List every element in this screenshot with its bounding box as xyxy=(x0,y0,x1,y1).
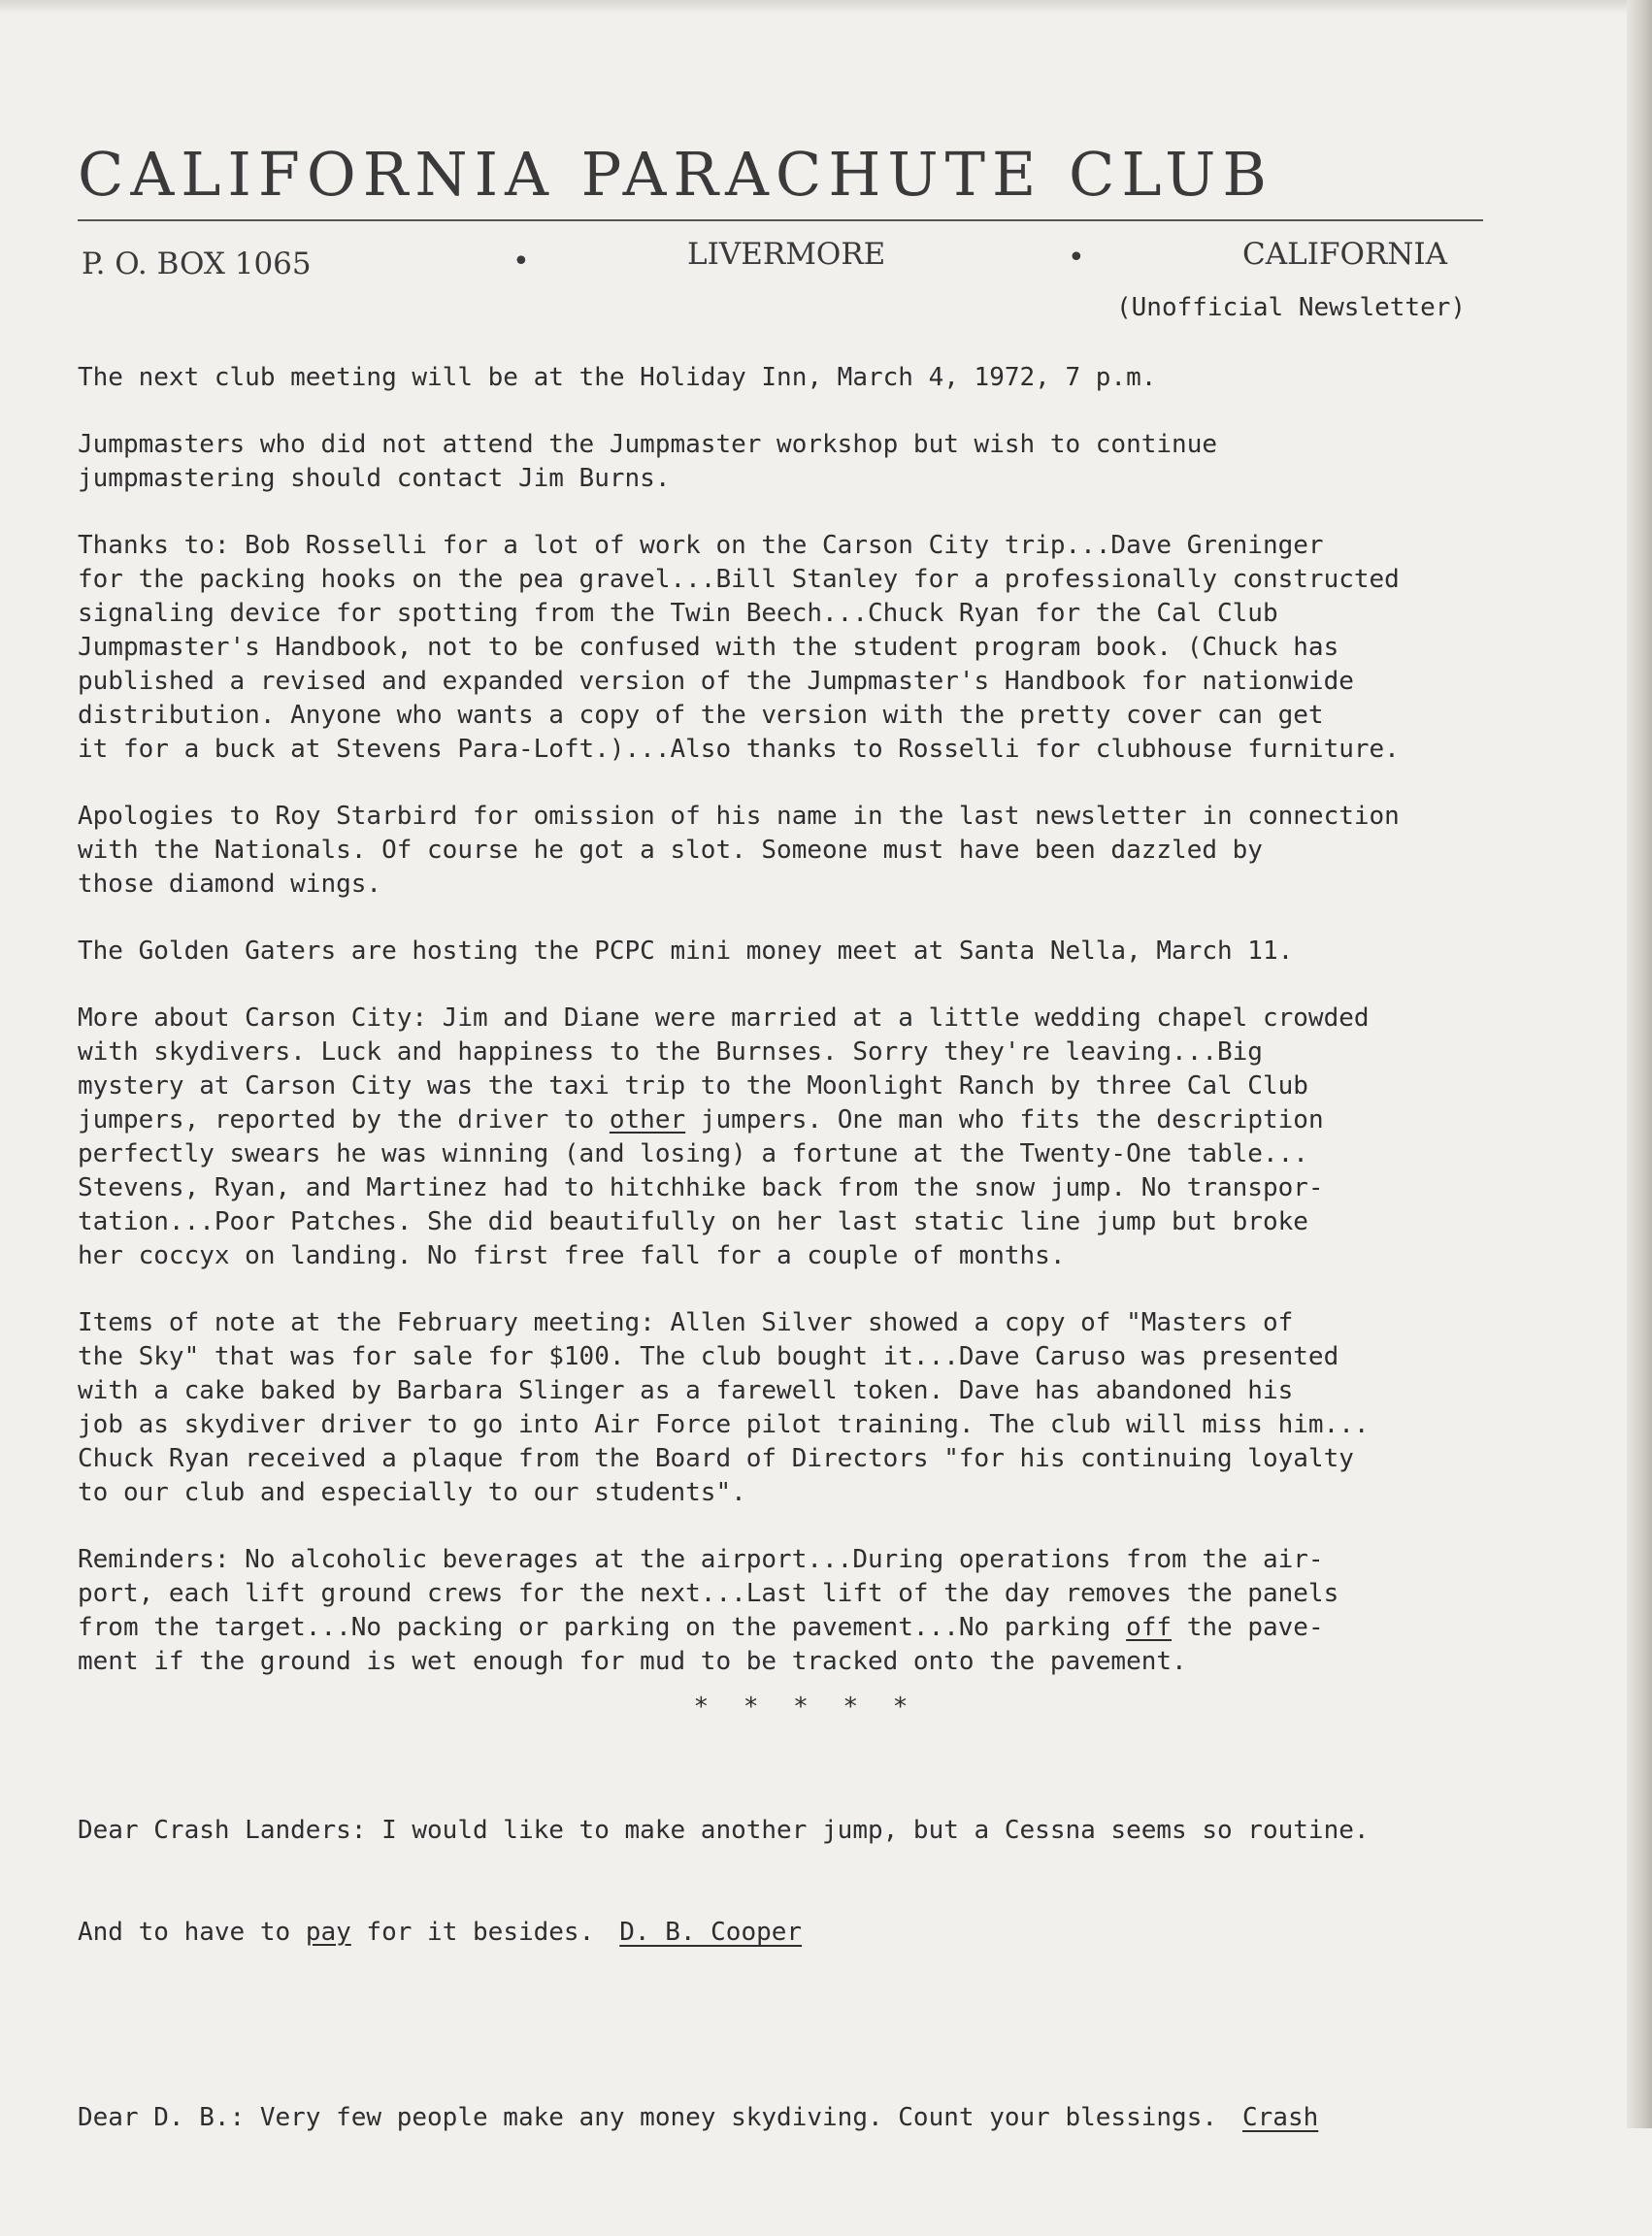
text-segment: the pave- xyxy=(1172,1613,1324,1642)
text-line xyxy=(78,2101,1534,2135)
underlined-word: other xyxy=(609,1105,686,1134)
text-line xyxy=(78,1611,1534,1645)
text-line: job as skydiver driver to go into Air Force pilot training. The club will miss him... xyxy=(78,1410,1370,1439)
answer-signature: Crash xyxy=(1242,2103,1319,2132)
apologies-paragraph xyxy=(78,800,1534,902)
text-line: with a cake baked by Barbara Slinger as a farewell token. Dave has abandoned his xyxy=(78,1376,1294,1405)
text-line: ment if the ground is wet enough for mud to be tracked onto the pavement. xyxy=(78,1647,1187,1676)
text-line: the Sky" that was for sale for $100. The club bought it...Dave Caruso was presented xyxy=(78,1342,1339,1371)
newsletter-subtitle: (Unofficial Newsletter) xyxy=(1116,293,1467,322)
text-line: with skydivers. Luck and happiness to the Burnses. Sorry they're leaving...Big xyxy=(78,1037,1263,1067)
letter-answer xyxy=(78,2033,1534,2203)
jumpmasters-paragraph xyxy=(78,428,1534,496)
golden-gaters-paragraph xyxy=(78,935,1534,969)
text-line: Jumpmaster's Handbook, not to be confused with the student program book. (Chuck has xyxy=(78,633,1339,662)
text-line: those diamond wings. xyxy=(78,870,382,899)
page-edge-shadow xyxy=(1627,0,1652,2128)
text-line: with the Nationals. Of course he got a slot. Someone must have been dazzled by xyxy=(78,836,1263,865)
letterhead xyxy=(78,136,1483,295)
text-line xyxy=(78,1103,1534,1137)
text-line: More about Carson City: Jim and Diane were married at a little wedding chapel crowded xyxy=(78,1003,1370,1033)
state: CALIFORNIA xyxy=(1242,237,1447,272)
text-line: Reminders: No alcoholic beverages at the airport...During operations from the air- xyxy=(78,1545,1324,1574)
february-paragraph xyxy=(78,1306,1534,1510)
text-segment: from the target...No packing or parking on the pavement...No parking xyxy=(78,1613,1127,1642)
address-line xyxy=(78,237,1483,295)
reminders-paragraph xyxy=(78,1543,1534,1679)
po-box: P. O. BOX 1065 xyxy=(82,247,312,281)
text-segment: Dear D. B.: Very few people make any money skydiving. Count your blessings. xyxy=(78,2103,1217,2132)
text-line: port, each lift ground crews for the next...Last lift of the day removes the panels xyxy=(78,1579,1339,1608)
underlined-word: off xyxy=(1126,1613,1173,1642)
thanks-paragraph xyxy=(78,529,1534,767)
text-line: Dear Crash Landers: I would like to make another jump, but a Cessna seems so routine. xyxy=(78,1816,1370,1845)
carson-city-paragraph xyxy=(78,1002,1534,1273)
text-line: jumpmastering should contact Jim Burns. xyxy=(78,464,671,493)
text-line: The next club meeting will be at the Holiday Inn, March 4, 1972, 7 p.m. xyxy=(78,363,1157,392)
text-line: distribution. Anyone who wants a copy of the version with the pretty cover can get xyxy=(78,701,1324,730)
newsletter-body xyxy=(78,361,1534,2236)
letter-question xyxy=(78,1746,1534,2018)
text-line: tation...Poor Patches. She did beautifully on her last static line jump but broke xyxy=(78,1207,1308,1236)
letterhead-rule xyxy=(78,219,1483,221)
city: LIVERMORE xyxy=(687,237,886,272)
text-line: perfectly swears he was winning (and losing) a fortune at the Twenty-One table... xyxy=(78,1139,1308,1168)
text-line: signaling device for spotting from the Twin Beech...Chuck Ryan for the Cal Club xyxy=(78,599,1278,628)
text-segment: And to have to xyxy=(78,1918,306,1947)
underlined-word: pay xyxy=(305,1918,351,1947)
text-line: Items of note at the February meeting: Allen Silver showed a copy of "Masters of xyxy=(78,1308,1294,1337)
text-line: mystery at Carson City was the taxi trip to the Moonlight Ranch by three Cal Club xyxy=(78,1071,1308,1101)
club-name: CALIFORNIA PARACHUTE CLUB xyxy=(78,139,1273,210)
text-line: The Golden Gaters are hosting the PCPC mini money meet at Santa Nella, March 11. xyxy=(78,937,1294,966)
text-line: for the packing hooks on the pea gravel...Bill Stanley for a professionally constructed xyxy=(78,565,1400,594)
text-line: to our club and especially to our students". xyxy=(78,1478,746,1507)
text-line: published a revised and expanded version of the Jumpmaster's Handbook for nationwide xyxy=(78,667,1354,696)
text-line: Jumpmasters who did not attend the Jumpmaster workshop but wish to continue xyxy=(78,430,1217,459)
page-top-shadow xyxy=(0,0,1652,14)
text-segment: for it besides. xyxy=(350,1918,595,1947)
question-signature: D. B. Cooper xyxy=(619,1918,803,1947)
meeting-paragraph xyxy=(78,361,1534,395)
text-line: Apologies to Roy Starbird for omission of his name in the last newsletter in connection xyxy=(78,802,1400,831)
text-segment: jumpers. One man who fits the description xyxy=(685,1105,1324,1134)
text-line: Chuck Ryan received a plaque from the Board of Directors "for his continuing loyalty xyxy=(78,1444,1354,1473)
address-separator: • xyxy=(1068,241,1085,275)
text-line xyxy=(78,1916,1534,1950)
text-segment: jumpers, reported by the driver to xyxy=(78,1105,610,1134)
address-separator: • xyxy=(512,245,530,279)
text-line: Stevens, Ryan, and Martinez had to hitchhike back from the snow jump. No transpor- xyxy=(78,1173,1324,1202)
text-line: Thanks to: Bob Rosselli for a lot of work on the Carson City trip...Dave Greninger xyxy=(78,531,1324,560)
text-line: it for a buck at Stevens Para-Loft.)...Also thanks to Rosselli for clubhouse furniture. xyxy=(78,735,1400,764)
text-line: her coccyx on landing. No first free fall for a couple of months. xyxy=(78,1241,1066,1270)
section-divider-stars: * * * * * xyxy=(693,1693,918,1722)
